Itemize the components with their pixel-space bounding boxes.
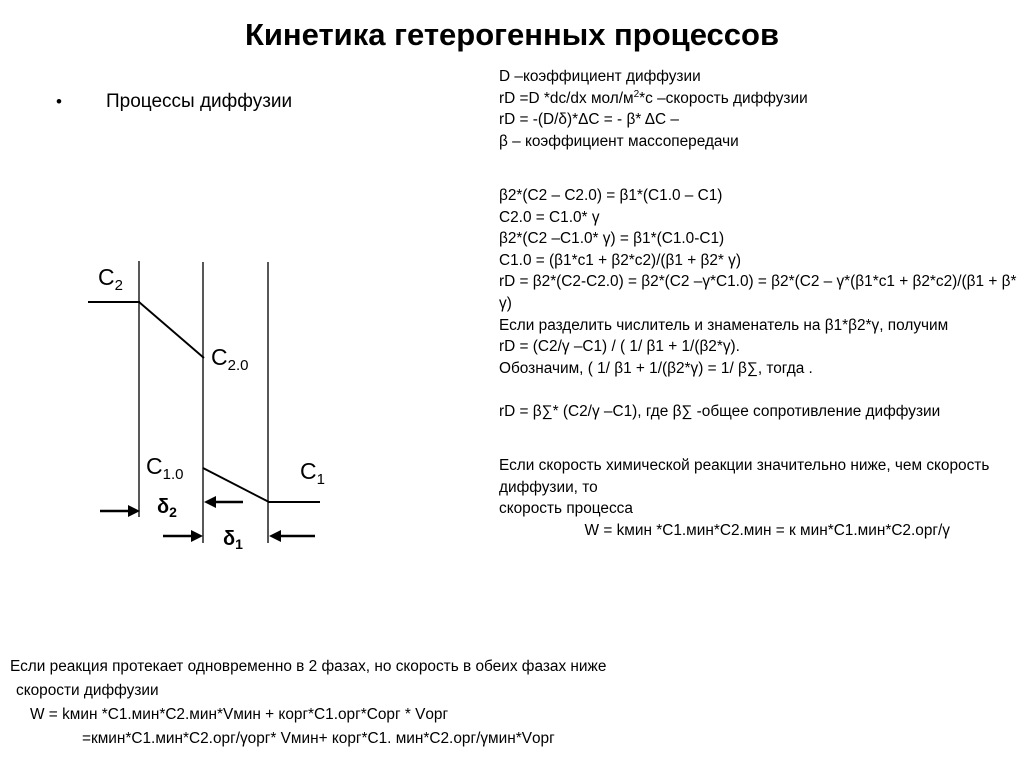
formula-line-total-resistance: rD = β∑* (C2/γ –C1), где β∑ -общее сопротивление диффузии — [499, 402, 941, 420]
text-line-diffusion-rate: rD =D *dc/dx мол/$м^2*с$ –скорость диффузии — [499, 88, 808, 107]
text-line: Если скорость химической реакции значительно ниже, чем скорость диффузии, то — [499, 457, 994, 496]
flow-arrow-left — [100, 505, 140, 517]
bottom-text-block — [0, 655, 1024, 751]
text-line: D –коэффициент диффузии — [499, 68, 701, 85]
delta2-measure-arrow-bottom — [163, 530, 203, 542]
formula-line: rD = (C2/γ –C1) / ( 1/ β1 + 1/(β2*γ). — [499, 338, 740, 356]
label-c1-0-subscript: 1.0 — [162, 466, 184, 483]
spacer — [499, 152, 1024, 174]
text-line: скорость процесса — [499, 500, 633, 518]
diagram-svg — [0, 0, 460, 600]
label-c1-subscript: 1 — [316, 471, 325, 488]
bullet-label: Процессы диффузии — [106, 91, 293, 112]
delta1-measure-arrow — [269, 530, 315, 542]
formula-line: W = kмин *С1.мин*С2.мин = к мин*С1.мин*С2.орг/γ — [499, 521, 950, 539]
label-c2: $C_2$ — [98, 264, 123, 294]
concentration-gradient-lower — [203, 468, 269, 502]
label-delta1: $\delta_1$ — [223, 528, 243, 552]
text-line: Если разделить числитель и знаменатель на β1*β2*γ, получим — [499, 316, 949, 334]
bottom-line: =кмин*С1.мин*С2.орг/γорг* Vмин+ корг*С1. мин*С2.орг/γмин*Vорг — [82, 730, 555, 747]
right-text-column — [499, 66, 1024, 541]
superscript-two: 2 — [633, 88, 640, 100]
label-delta2-subscript: 2 — [169, 504, 177, 520]
formula-line: C1.0 = (β1*c1 + β2*c2)/(β1 + β2* γ) — [499, 251, 742, 269]
label-delta2: $\delta_2$ — [157, 496, 177, 520]
bullet-marker-icon: • — [56, 92, 62, 111]
delta2-measure-arrow — [204, 496, 243, 508]
formula-line: β2*(C2 – C2.0) = β1*(C1.0 – C1) — [499, 186, 723, 204]
formula-line: rD = β2*(C2-C2.0) = β2*(C2 –γ*C1.0) = β2*(C2 – γ*(β1*c1 + β2*c2)/(β1 + β* γ) — [499, 273, 1021, 312]
concentration-gradient-upper — [139, 302, 204, 358]
label-c1-0: $C_{1.0}$ — [146, 453, 184, 483]
label-c2-0: $C_{2.0}$ — [211, 344, 249, 374]
text-line: β – коэффициент массопередачи — [499, 132, 739, 150]
label-c2-0-subscript: 2.0 — [227, 357, 249, 374]
bottom-line: скорости диффузии — [16, 682, 159, 699]
spacer — [499, 444, 1024, 455]
formula-line: C2.0 = C1.0* γ — [499, 208, 600, 226]
label-delta1-subscript: 1 — [235, 536, 243, 552]
bottom-line: Если реакция протекает одновременно в 2 фазах, но скорость в обеих фазах ниже — [10, 658, 607, 675]
label-c2-subscript: 2 — [114, 277, 123, 294]
label-c1: $C_1$ — [300, 458, 325, 488]
spacer — [499, 174, 1024, 185]
formula-line: Обозначим, ( 1/ β1 + 1/(β2*γ) = 1/ β∑, тогда . — [499, 359, 813, 377]
formula-line: β2*(C2 –C1.0* γ) = β1*(C1.0-C1) — [499, 230, 725, 248]
spacer — [499, 423, 1024, 445]
text-line: rD = -(D/δ)*ΔC = - β* ΔC – — [499, 111, 679, 129]
diffusion-concentration-diagram — [0, 0, 460, 600]
spacer — [499, 379, 1024, 401]
bottom-line: W = kмин *С1.мин*С2.мин*Vмин + корг*С1.орг*Сорг * Vорг — [30, 706, 449, 723]
page-title: Кинетика гетерогенных процессов — [244, 17, 780, 52]
